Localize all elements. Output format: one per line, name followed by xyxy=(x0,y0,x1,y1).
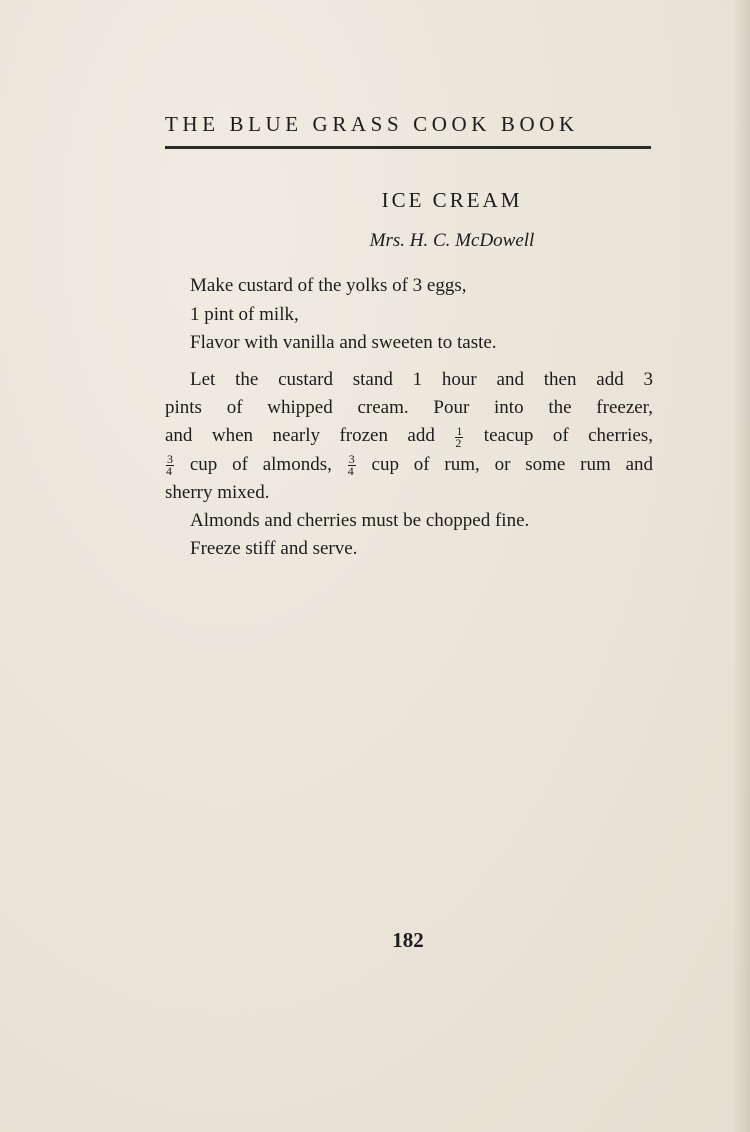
recipe-author: Mrs. H. C. McDowell xyxy=(369,230,535,251)
instruction-text: cup of rum, or some rum and xyxy=(371,453,654,475)
page-edge-shadow xyxy=(732,0,750,1132)
ingredient-list xyxy=(190,272,497,358)
running-header: THE BLUE GRASS COOK BOOK xyxy=(165,112,579,136)
page-number: 182 xyxy=(392,928,424,952)
instruction-line xyxy=(165,451,653,479)
note-line: Almonds and cherries must be chopped fine. xyxy=(190,510,530,532)
recipe-title: ICE CREAM xyxy=(381,188,523,212)
instruction-line xyxy=(165,422,653,450)
instruction-text: and when nearly frozen add xyxy=(165,425,435,447)
recipe-instructions xyxy=(165,366,653,563)
fraction-three-quarters: $\frac{3}{4}$ xyxy=(166,451,173,478)
instruction-text: teacup of cherries, xyxy=(483,425,654,447)
fraction-half: $\frac{1}{2}$ xyxy=(455,423,463,450)
fraction-three-quarters: $\frac{3}{4}$ xyxy=(347,451,355,478)
ingredient-line: Flavor with vanilla and sweeten to taste. xyxy=(190,332,497,353)
header-rule xyxy=(165,146,651,149)
note-line: Freeze stiff and serve. xyxy=(190,538,358,560)
ingredient-line: Make custard of the yolks of 3 eggs, xyxy=(190,275,467,296)
ingredient-line: 1 pint of milk, xyxy=(190,303,299,325)
instruction-line: Let the custard stand 1 hour and then add 3 xyxy=(190,369,653,390)
instruction-line: sherry mixed. xyxy=(165,481,270,503)
instruction-line: pints of whipped cream. Pour into the freezer, xyxy=(165,397,653,419)
instruction-text: cup of almonds, xyxy=(189,453,332,475)
